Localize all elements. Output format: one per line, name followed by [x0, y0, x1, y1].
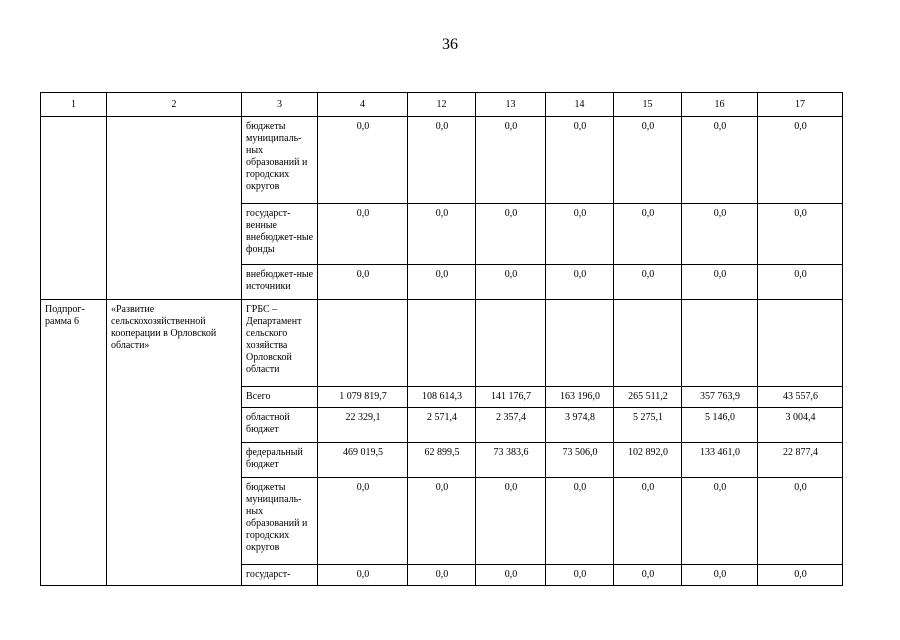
- value-cell: 3 974,8: [546, 408, 614, 443]
- value-cell: 5 275,1: [614, 408, 682, 443]
- value-cell: 0,0: [318, 265, 408, 300]
- value-cell: 0,0: [682, 204, 758, 265]
- source-cell: федеральный бюджет: [242, 443, 318, 478]
- value-cell: [682, 300, 758, 387]
- value-cell: 0,0: [476, 117, 546, 204]
- source-cell: бюджеты муниципаль-ных образований и городских округов: [242, 478, 318, 565]
- value-cell: 1 079 819,7: [318, 387, 408, 408]
- value-cell: 0,0: [758, 478, 843, 565]
- value-cell: 0,0: [546, 478, 614, 565]
- subprogram-label: Подпрог-рамма 6: [41, 300, 107, 586]
- value-cell: 357 763,9: [682, 387, 758, 408]
- header-cell: 12: [408, 93, 476, 117]
- header-cell: 16: [682, 93, 758, 117]
- value-cell: [408, 300, 476, 387]
- value-cell: 2 357,4: [476, 408, 546, 443]
- value-cell: [476, 300, 546, 387]
- value-cell: 0,0: [546, 204, 614, 265]
- budget-table: [40, 92, 843, 586]
- value-cell: 0,0: [318, 478, 408, 565]
- value-cell: 163 196,0: [546, 387, 614, 408]
- value-cell: 0,0: [476, 265, 546, 300]
- value-cell: 108 614,3: [408, 387, 476, 408]
- value-cell: 469 019,5: [318, 443, 408, 478]
- page-number: 36: [442, 36, 458, 53]
- header-cell: 13: [476, 93, 546, 117]
- table-row: [41, 117, 843, 204]
- source-cell: государст-венные внебюджет-ные фонды: [242, 204, 318, 265]
- value-cell: 62 899,5: [408, 443, 476, 478]
- empty-cell: [107, 117, 242, 300]
- value-cell: 133 461,0: [682, 443, 758, 478]
- value-cell: 0,0: [476, 478, 546, 565]
- value-cell: 0,0: [318, 565, 408, 586]
- value-cell: 0,0: [476, 565, 546, 586]
- value-cell: [758, 300, 843, 387]
- source-cell: областной бюджет: [242, 408, 318, 443]
- value-cell: 0,0: [682, 117, 758, 204]
- value-cell: 3 004,4: [758, 408, 843, 443]
- header-cell: 14: [546, 93, 614, 117]
- value-cell: 0,0: [476, 204, 546, 265]
- value-cell: 0,0: [546, 565, 614, 586]
- value-cell: 0,0: [408, 565, 476, 586]
- value-cell: 0,0: [758, 117, 843, 204]
- source-cell: Всего: [242, 387, 318, 408]
- value-cell: 73 506,0: [546, 443, 614, 478]
- value-cell: 0,0: [614, 265, 682, 300]
- value-cell: 0,0: [682, 265, 758, 300]
- value-cell: 73 383,6: [476, 443, 546, 478]
- header-row: [41, 93, 843, 117]
- value-cell: 0,0: [408, 265, 476, 300]
- value-cell: 0,0: [682, 565, 758, 586]
- source-cell: ГРБС – Департамент сельского хозяйства Орловской области: [242, 300, 318, 387]
- value-cell: 22 329,1: [318, 408, 408, 443]
- value-cell: 43 557,6: [758, 387, 843, 408]
- value-cell: [614, 300, 682, 387]
- value-cell: 0,0: [614, 204, 682, 265]
- value-cell: 0,0: [408, 117, 476, 204]
- header-cell: 17: [758, 93, 843, 117]
- value-cell: 102 892,0: [614, 443, 682, 478]
- value-cell: 22 877,4: [758, 443, 843, 478]
- value-cell: 5 146,0: [682, 408, 758, 443]
- value-cell: 0,0: [408, 204, 476, 265]
- subprogram-title: «Развитие сельскохозяйственной кооперации в Орловской области»: [107, 300, 242, 586]
- header-cell: 1: [41, 93, 107, 117]
- header-cell: 4: [318, 93, 408, 117]
- source-cell: внебюджет-ные источники: [242, 265, 318, 300]
- value-cell: 0,0: [546, 117, 614, 204]
- value-cell: 0,0: [758, 565, 843, 586]
- value-cell: 0,0: [682, 478, 758, 565]
- value-cell: [318, 300, 408, 387]
- value-cell: 0,0: [614, 565, 682, 586]
- header-cell: 15: [614, 93, 682, 117]
- value-cell: 0,0: [318, 117, 408, 204]
- value-cell: 0,0: [546, 265, 614, 300]
- source-cell: государст-: [242, 565, 318, 586]
- value-cell: 0,0: [614, 478, 682, 565]
- value-cell: [546, 300, 614, 387]
- empty-cell: [41, 117, 107, 300]
- value-cell: 0,0: [614, 117, 682, 204]
- header-cell: 3: [242, 93, 318, 117]
- table-row: [41, 300, 843, 387]
- header-cell: 2: [107, 93, 242, 117]
- value-cell: 2 571,4: [408, 408, 476, 443]
- value-cell: 0,0: [758, 265, 843, 300]
- value-cell: 0,0: [758, 204, 843, 265]
- value-cell: 0,0: [318, 204, 408, 265]
- source-cell: бюджеты муниципаль-ных образований и городских округов: [242, 117, 318, 204]
- value-cell: 265 511,2: [614, 387, 682, 408]
- value-cell: 141 176,7: [476, 387, 546, 408]
- value-cell: 0,0: [408, 478, 476, 565]
